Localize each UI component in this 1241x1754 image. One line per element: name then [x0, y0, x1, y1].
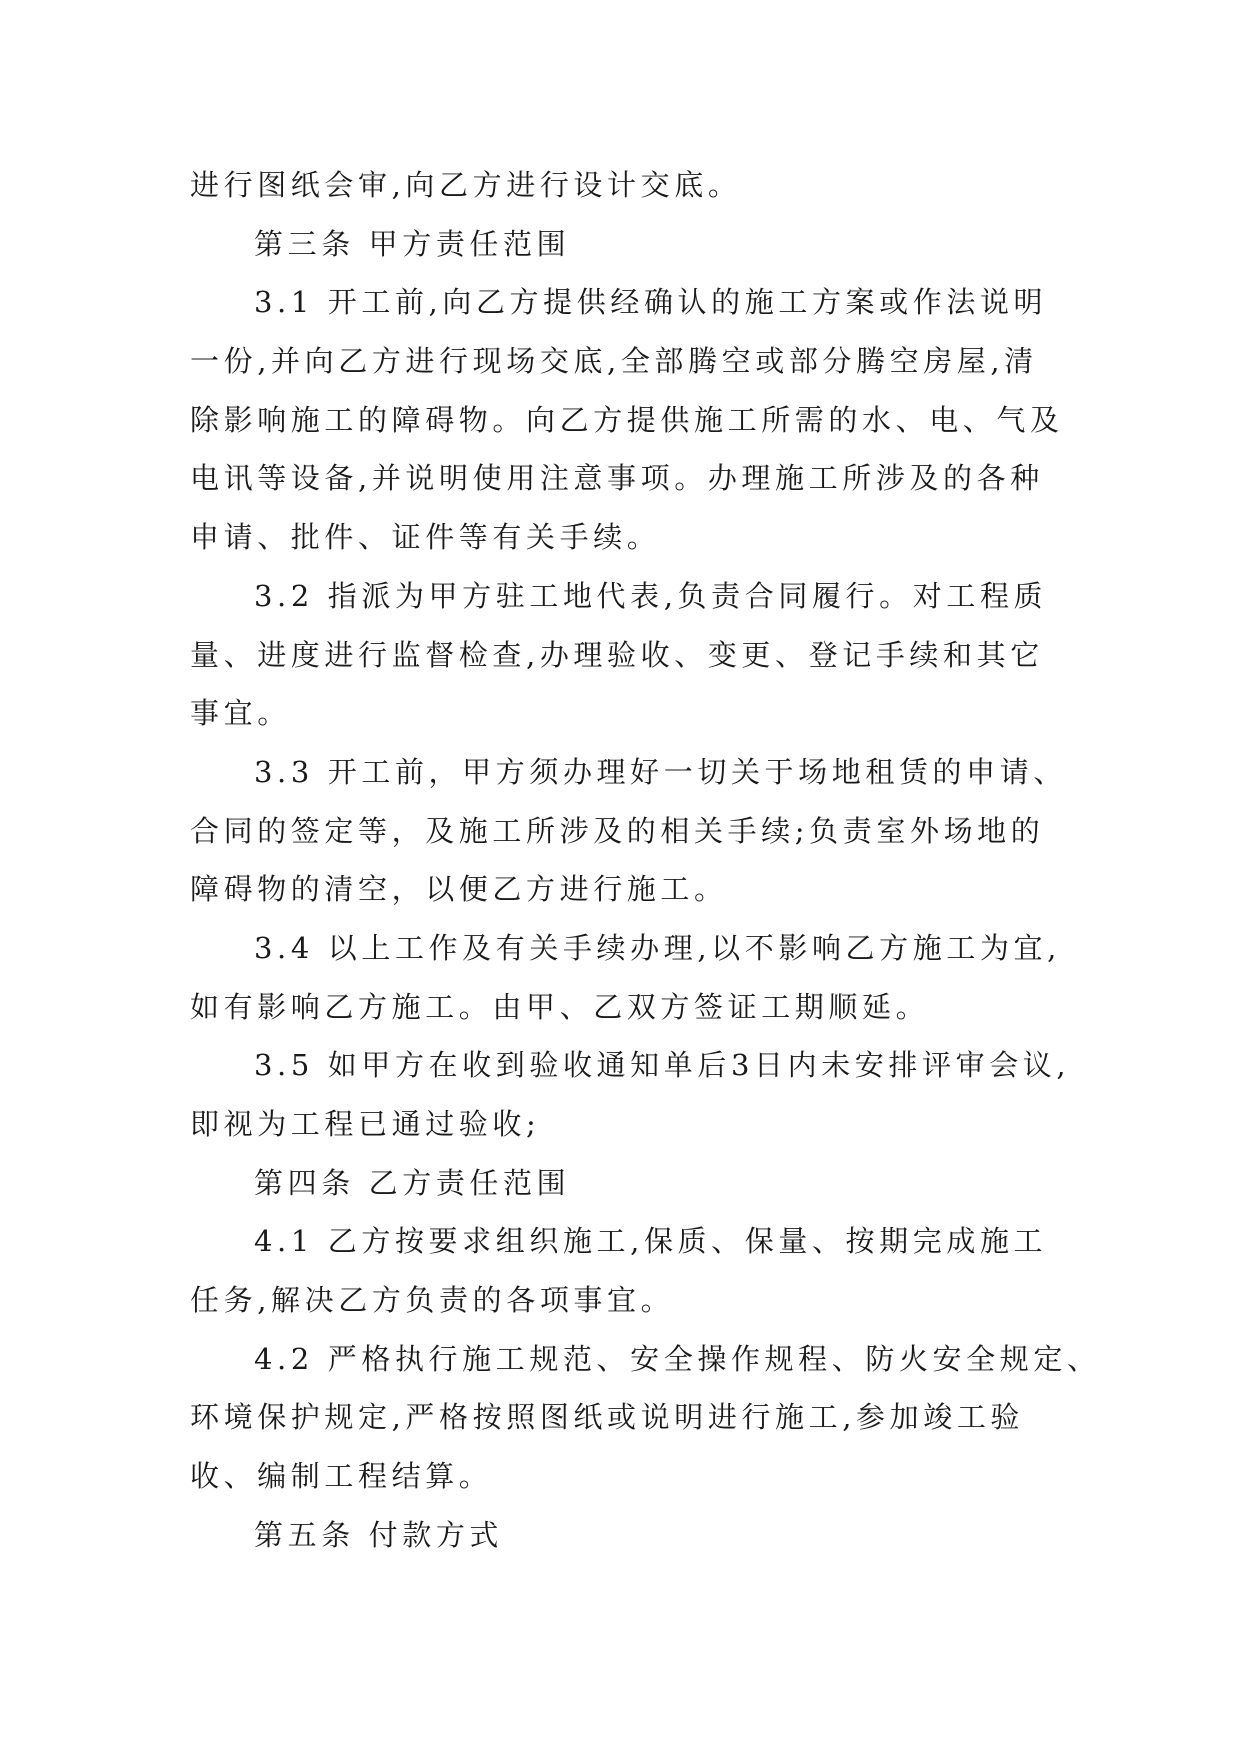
document-line: 4.1 乙方按要求组织施工,保质、保量、按期完成施工	[254, 1224, 1048, 1259]
document-line: 4.2 严格执行施工规范、安全操作规程、防火安全规定、	[254, 1341, 1101, 1376]
document-line: 进行图纸会审,向乙方进行设计交底。	[190, 168, 742, 202]
document-body	[190, 156, 1101, 1565]
document-line: 环境保护规定,严格按照图纸或说明进行施工,参加竣工验	[190, 1400, 1025, 1435]
document-line: 3.5 如甲方在收到验收通知单后3日内未安排评审会议,	[254, 1048, 1071, 1083]
document-line: 除影响施工的障碍物。向乙方提供施工所需的水、电、气及	[190, 402, 1064, 437]
document-line: 障碍物的清空，以便乙方进行施工。	[190, 872, 728, 907]
document-line: 收、编制工程结算。	[190, 1459, 493, 1494]
document-line: 一份,并向乙方进行现场交底,全部腾空或部分腾空房屋,清	[190, 344, 1038, 379]
document-line: 即视为工程已通过验收;	[190, 1107, 541, 1141]
document-line: 量、进度进行监督检查,办理验收、变更、登记手续和其它	[190, 637, 1044, 672]
document-line: 3.4 以上工作及有关手续办理,以不影响乙方施工为宜,	[254, 930, 1061, 965]
document-line: 电讯等设备,并说明使用注意事项。办理施工所涉及的各种	[190, 461, 1044, 496]
document-line: 事宜。	[190, 696, 291, 731]
document-line: 3.3 开工前，甲方须办理好一切关于场地租赁的申请、	[254, 754, 1067, 789]
document-line: 如有影响乙方施工。由甲、乙双方签证工期顺延。	[190, 989, 930, 1024]
document-line: 第三条 甲方责任范围	[254, 226, 571, 261]
document-line: 第五条 付款方式	[254, 1517, 504, 1552]
document-line: 3.1 开工前,向乙方提供经确认的施工方案或作法说明	[254, 285, 1048, 320]
document-line: 任务,解决乙方负责的各项事宜。	[190, 1283, 675, 1318]
document-line: 申请、批件、证件等有关手续。	[190, 520, 661, 555]
document-line: 合同的签定等，及施工所涉及的相关手续;负责室外场地的	[190, 813, 1045, 848]
document-line: 第四条 乙方责任范围	[254, 1165, 571, 1200]
document-line: 3.2 指派为甲方驻工地代表,负责合同履行。对工程质	[254, 578, 1048, 613]
